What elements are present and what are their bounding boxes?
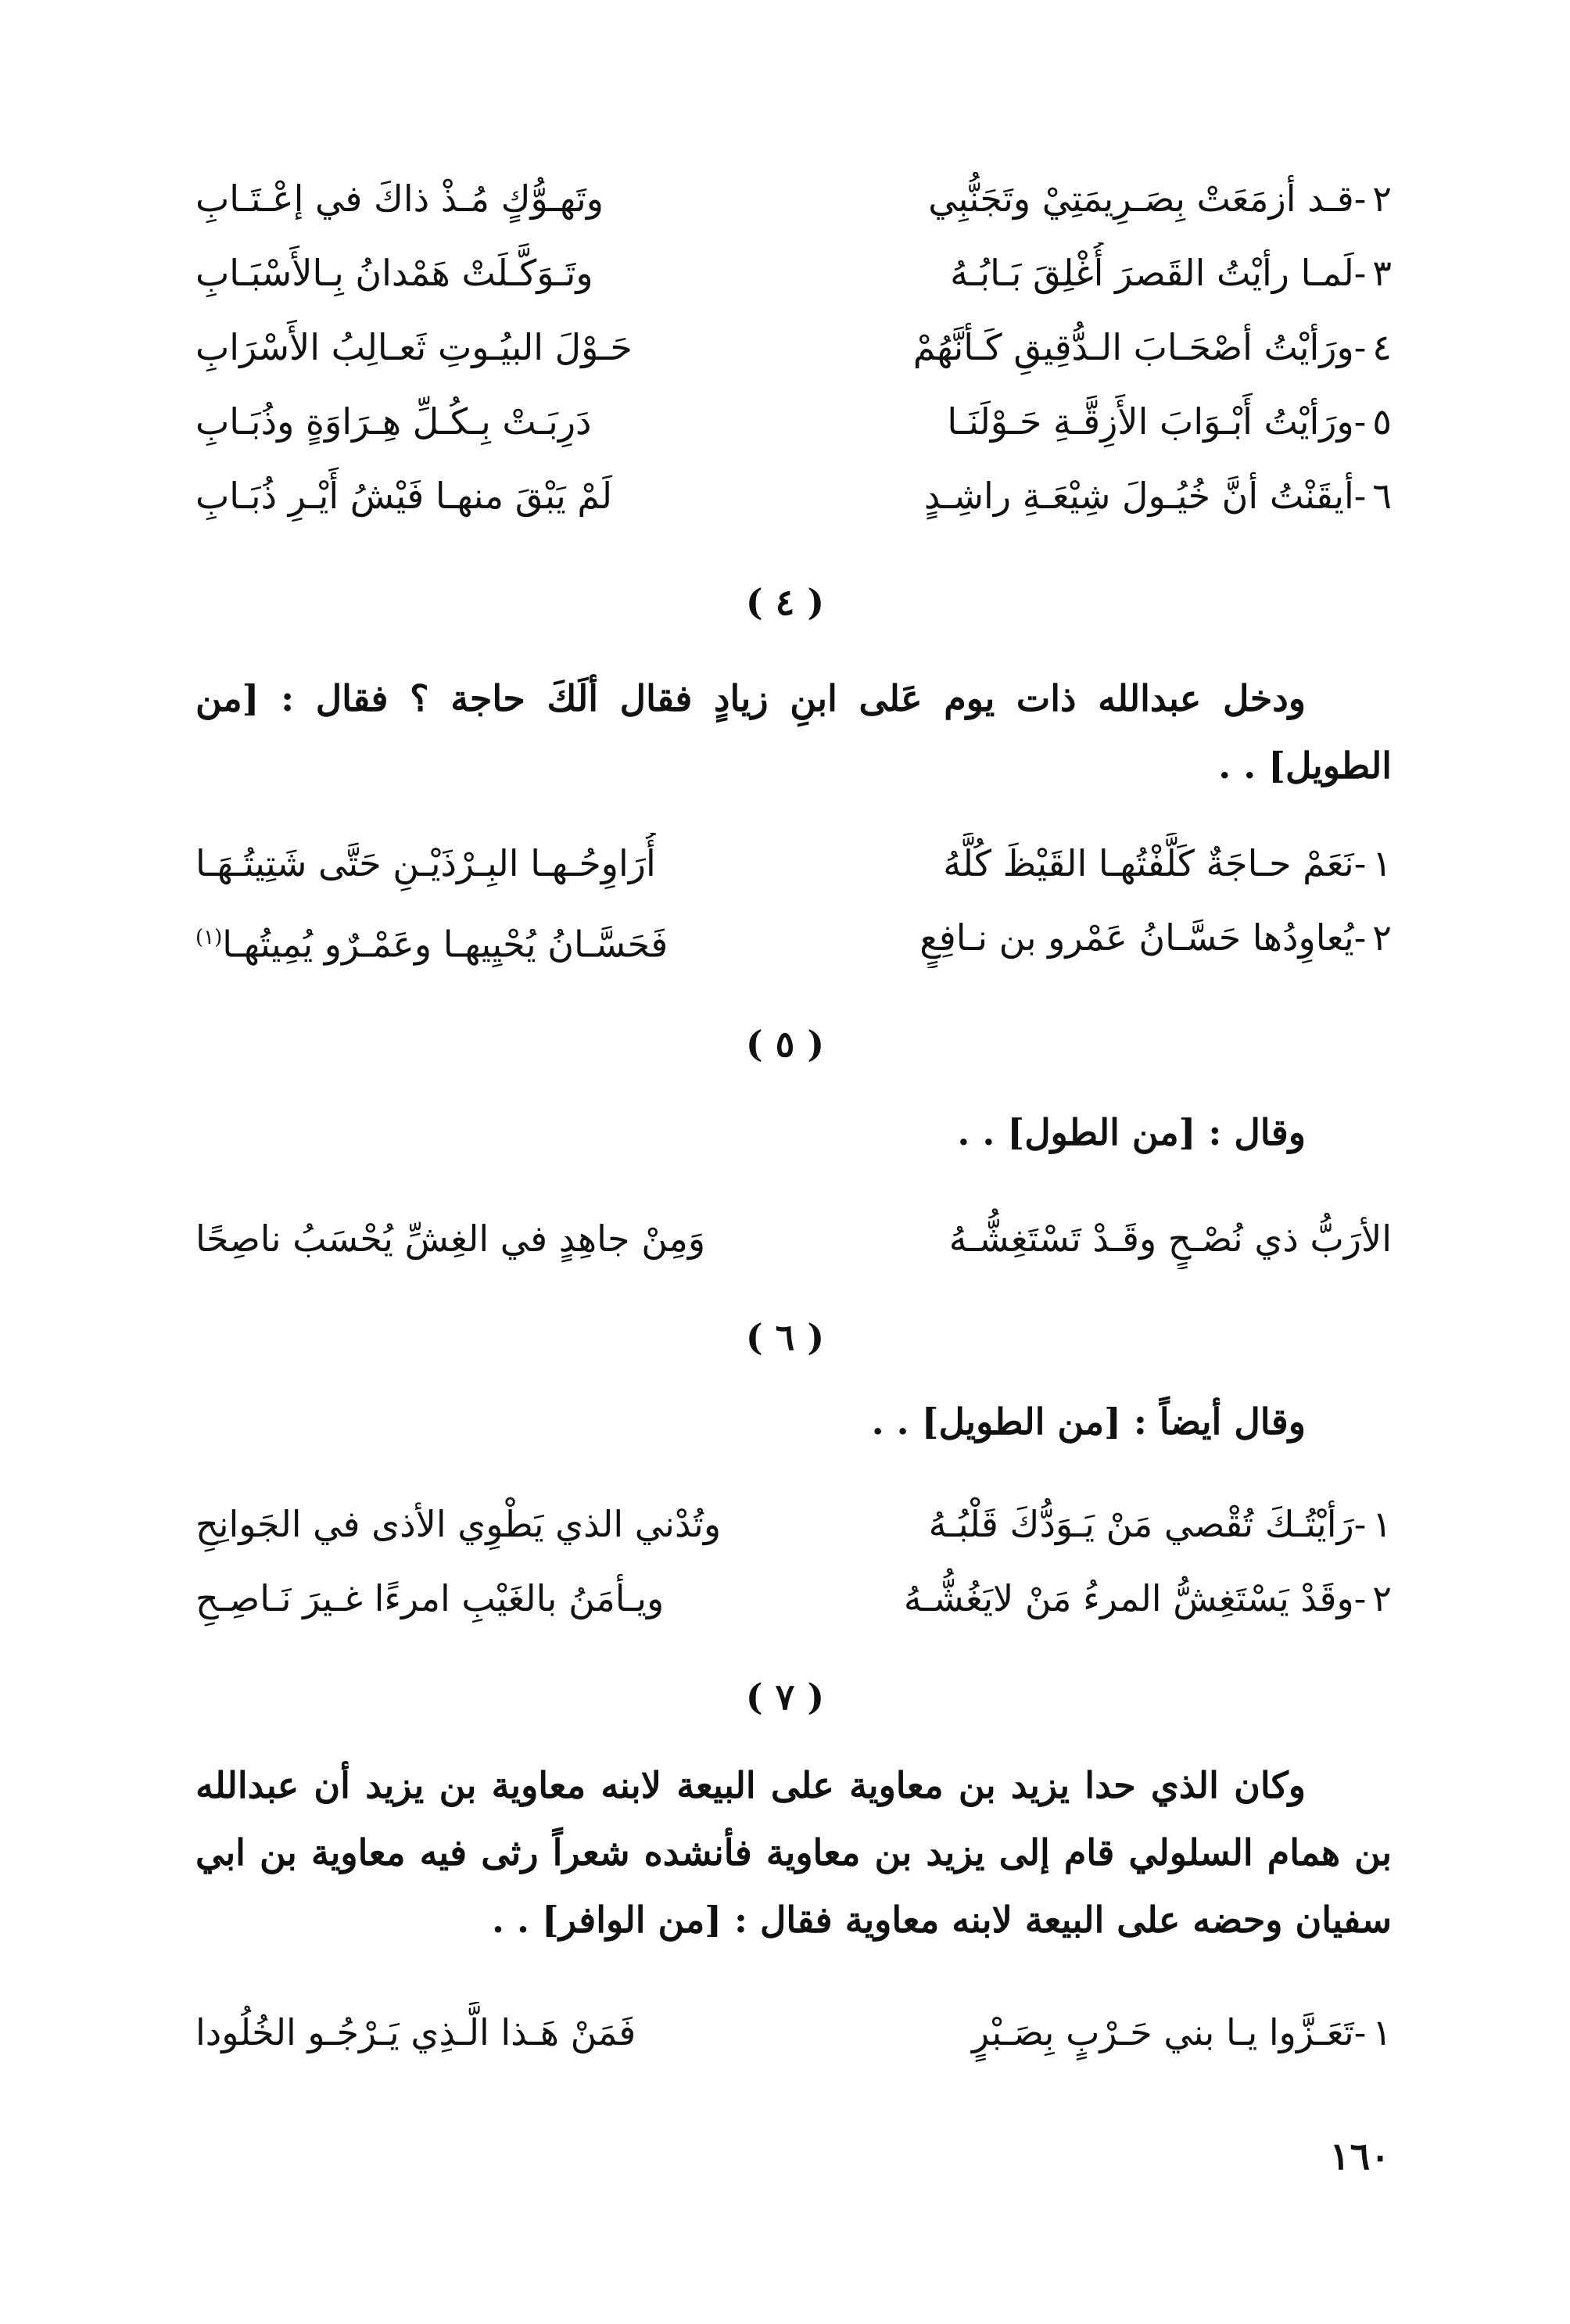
verse-first-hemistich: ٢-يُعاوِدُها حَسَّـانُ عَمْرو بن نـافِعٍ	[919, 916, 1392, 959]
verse-first-hemistich: ٥-ورَأيْتُ أَبْـوَابَ الأَزِقَّـةِ حَـوْلَنَـا	[947, 400, 1392, 443]
footnote-marker: (١)	[195, 926, 223, 949]
verse-second-hemistich: أُرَاوِحُـهـا البِـرْذَيْـنِ حَتَّى شَتِيتُـهَـا	[195, 842, 656, 884]
verse-first-hemistich: ٢-وقَدْ يَسْتَغِشُّ المرءُ مَنْ لايَغُشُّـهُ	[903, 1577, 1392, 1619]
verse-number: ٦	[1372, 475, 1392, 517]
verse-second-hemistich: وتَهـوُّكٍ مُـذْ ذاكَ في إعْـتَـابِ	[195, 178, 604, 220]
verse-line	[195, 2002, 1392, 2063]
verse-second-hemistich: فَمَنْ هَـذا الَّـذِي يَـرْجُـو الخُلُودا	[195, 2011, 636, 2053]
verse-line	[195, 168, 1392, 229]
page-number: ١٦٠	[1329, 2135, 1390, 2179]
verse-first-hemistich: ٤-ورَأيْتُ أصْحَـابَ الـدُّقِيقِ كَـأنَّهُمْ	[912, 326, 1392, 368]
section-heading: ( ٦ )	[745, 1316, 825, 1358]
verse-second-hemistich: وتَـوَكَّـلَتْ هَمْدانُ بِـالأَسْبَـابِ	[195, 252, 593, 294]
verse-number: ١	[1372, 1503, 1392, 1545]
verse-number: ٢	[1372, 1577, 1392, 1619]
verse-line	[195, 465, 1392, 526]
verse-second-hemistich: حَـوْلَ البيُـوتِ ثَعـالِبُ الأَسْرَابِ	[195, 326, 633, 368]
verse-first-hemistich: ١-نَعَمْ حـاجَةٌ كَلَّفْتُهـا القَيْظَ كُلَّهُ	[943, 842, 1392, 884]
section-intro: ودخل عبدالله ذات يوم عَلى ابنِ زيادٍ فقال ألَكَ حاجة ؟ فقال : [من الطويل] . .	[195, 677, 1392, 787]
verse-line	[195, 907, 1392, 968]
verse-line	[195, 833, 1392, 894]
verse-first-hemistich: ١-تَعَـزَّوا يـا بني حَـرْبٍ بِصَـبْرٍ	[972, 2011, 1392, 2053]
section-heading: ( ٥ )	[745, 1023, 825, 1065]
verse-second-hemistich: فَحَسَّـانُ يُحْيِيهـا وعَمْـرٌو يُمِيتُهـا$^{(١)}$	[195, 923, 669, 966]
section-heading: ( ٤ )	[745, 581, 825, 623]
verse-number: ٥	[1372, 400, 1392, 443]
section-intro: وقال أيضاً : [من الطويل] . .	[871, 1400, 1306, 1443]
verse-line	[195, 391, 1392, 452]
verse-first-hemistich: ٢-قـد أزمَعَتْ بِصَـرِيمَتِيْ وتَجَنُّبِي	[928, 178, 1392, 220]
verse-first-hemistich: الأرَبُّ ذي نُصْـحٍ وقَـدْ تَسْتَغِشُّـهُ	[948, 1218, 1392, 1260]
verse-first-hemistich: ٣-لَمـا رأيْتُ القَصرَ أُغْلِقَ بَـابُـهُ	[950, 252, 1392, 294]
verse-number: ١	[1372, 2011, 1392, 2053]
verse-number: ٣	[1372, 252, 1392, 294]
verse-second-hemistich: وتُدْني الذي يَطْوِي الأذى في الجَوانِحِ	[195, 1503, 722, 1545]
verse-second-hemistich: دَرِبَـتْ بِـكُـلِّ هِـرَاوَةٍ وذُبَـابِ	[195, 400, 592, 443]
section-intro: وقال : [من الطول] . .	[957, 1111, 1306, 1153]
verse-second-hemistich: لَمْ يَبْقَ منهـا فَيْشُ أَيْـرِ ذُبَـابِ	[195, 475, 613, 517]
verse-line	[195, 1568, 1392, 1629]
verse-line	[195, 1208, 1392, 1269]
verse-number: ١	[1372, 842, 1392, 884]
verse-number: ٤	[1372, 326, 1392, 368]
verse-number: ٢	[1372, 178, 1392, 220]
verse-first-hemistich: ٦-أيقَنْتُ أنَّ خُيُـولَ شِيْعَـةِ راشِـدٍ	[923, 475, 1392, 517]
section-intro: وكان الذي حدا يزيد بن معاوية على البيعة لابنه معاوية بن يزيد أن عبدالله بن همام السلولي قام إلى يزيد بن معاوية فأنشده شعراً رثى فيه معاوية بن ابي سفيان وحضه على البيعة لابنه معاوية فقال : [من الوافر] . .	[195, 1764, 1392, 1941]
verse-second-hemistich: ويـأمَنُ بالغَيْبِ امرءًا غـيرَ نَـاصِـحِ	[195, 1577, 665, 1619]
verse-line	[195, 317, 1392, 378]
verse-number: ٢	[1372, 916, 1392, 959]
section-heading: ( ٧ )	[745, 1676, 825, 1718]
verse-line	[195, 242, 1392, 303]
verse-second-hemistich: وَمِنْ جاهِدٍ في الغِشِّ يُحْسَبُ ناصِحًا	[195, 1218, 706, 1260]
verse-first-hemistich: ١-رَأيْتُـكَ تُقْصي مَنْ يَـوَدُّكَ قَلْبُـهُ	[928, 1503, 1392, 1545]
verse-line	[195, 1494, 1392, 1555]
